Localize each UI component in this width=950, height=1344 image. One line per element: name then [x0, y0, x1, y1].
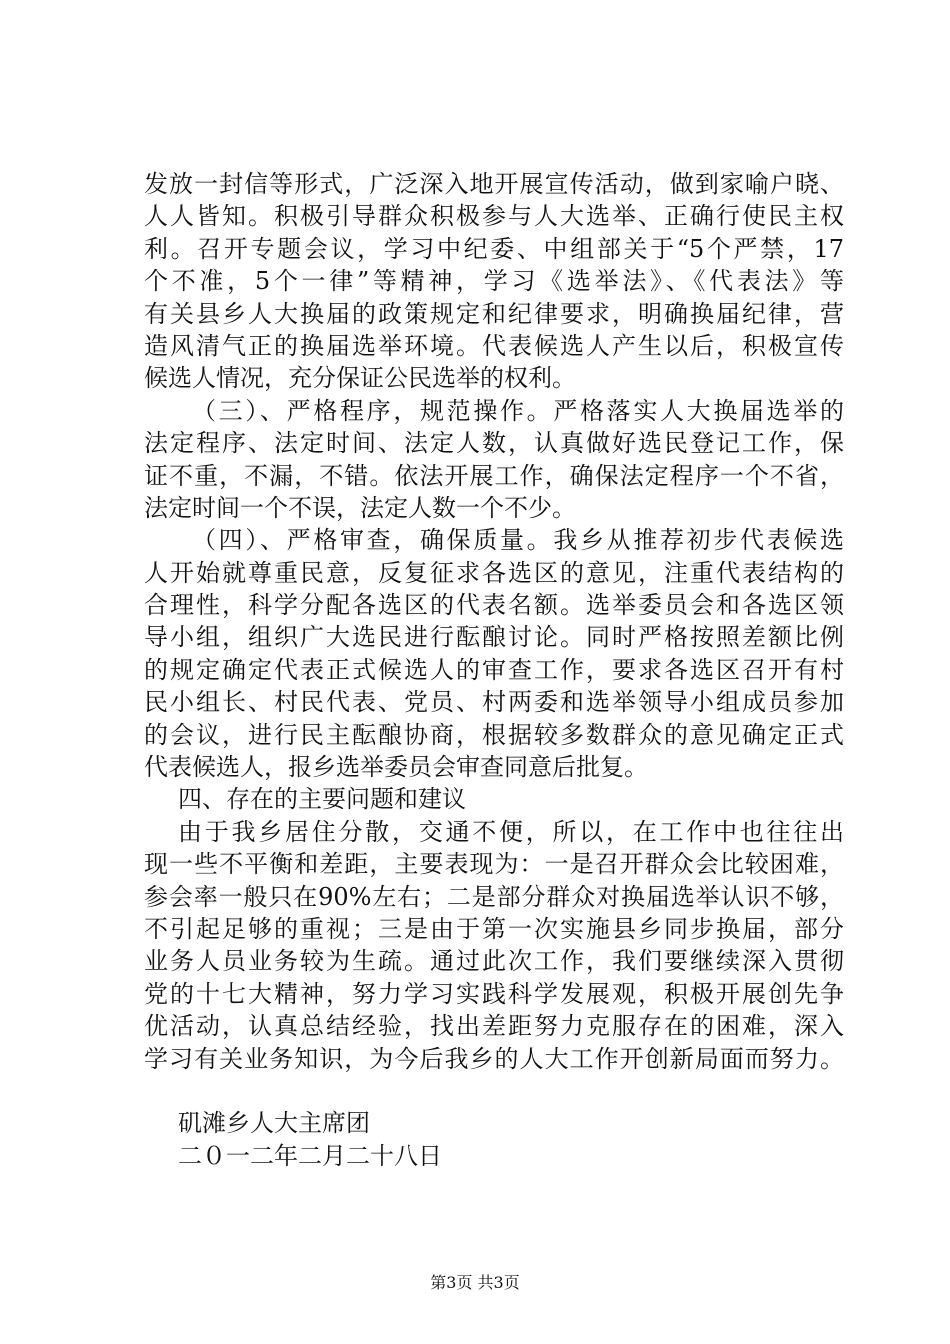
paragraph-strict-review [144, 524, 844, 783]
text-line: 的会议，进行民主酝酿协商，根据较多数群众的意见确定正式 [144, 720, 844, 749]
page-footer [0, 1273, 950, 1293]
text-line: 不引起足够的重视；三是由于第一次实施县乡同步换届，部分 [144, 914, 844, 943]
signature-organization: 矶滩乡人大主席团 [178, 1109, 370, 1138]
text-line: 造风清气正的换届选举环境。代表候选人产生以后，积极宣传 [144, 331, 844, 360]
text-line: 业务人员业务较为生疏。通过此次工作，我们要继续深入贯彻 [144, 947, 844, 976]
paragraph-strict-procedure [144, 395, 844, 525]
paragraph-propaganda [144, 168, 844, 395]
text-line: 学习有关业务知识，为今后我乡的人大工作开创新局面而努力。 [144, 1044, 844, 1073]
text-line: 导小组，组织广大选民进行酝酿讨论。同时严格按照差额比例 [144, 623, 844, 652]
signature-date: 二０一二年二月二十八日 [178, 1141, 442, 1170]
text-line: 优活动，认真总结经验，找出差距努力克服存在的困难，深入 [144, 1012, 844, 1041]
text-line: 的规定确定代表正式候选人的审查工作，要求各选区召开有村 [144, 655, 844, 684]
text-line: （三）、严格程序，规范操作。严格落实人大换届选举的 [192, 396, 844, 425]
spacer [144, 1075, 844, 1107]
text-line: 法定程序、法定时间、法定人数，认真做好选民登记工作，保 [144, 429, 844, 458]
text-line: 个不准，5个一律”等精神，学习《选举法》、《代表法》等 [144, 267, 844, 296]
text-line: 现一些不平衡和差距，主要表现为：一是召开群众会比较困难， [144, 850, 844, 879]
paragraph-problems-suggestions [144, 816, 844, 1075]
text-line: 发放一封信等形式，广泛深入地开展宣传活动，做到家喻户晓、 [144, 170, 844, 198]
text-line: 民小组长、村民代表、党员、村两委和选举领导小组成员参加 [144, 688, 844, 717]
text-line: 合理性，科学分配各选区的代表名额。选举委员会和各选区领 [144, 591, 844, 620]
text-line: 利。召开专题会议，学习中纪委、中组部关于“5个严禁，17 [144, 234, 844, 263]
section-heading [144, 783, 844, 815]
heading-text: 四、存在的主要问题和建议 [178, 785, 466, 814]
text-line: 证不重，不漏，不错。依法开展工作，确保法定程序一个不省， [144, 461, 844, 490]
text-line: 人人皆知。积极引导群众积极参与人大选举、正确行使民主权 [144, 202, 844, 231]
text-line: 由于我乡居住分散，交通不便，所以，在工作中也往往出 [178, 817, 844, 846]
text-line: （四）、严格审查，确保质量。我乡从推荐初步代表候选 [192, 526, 844, 555]
text-line: 候选人情况，充分保证公民选举的权利。 [144, 364, 576, 393]
text-line: 党的十七大精神，努力学习实践科学发展观，积极开展创先争 [144, 979, 844, 1008]
signature-block [144, 1107, 844, 1172]
text-line: 参会率一般只在90%左右；二是部分群众对换届选举认识不够， [144, 882, 844, 911]
page-number: 第3页 共3页 [430, 1273, 520, 1292]
document-body [144, 168, 844, 1172]
text-line: 有关县乡人大换届的政策规定和纪律要求，明确换届纪律，营 [144, 299, 844, 328]
text-line: 人开始就尊重民意，反复征求各选区的意见，注重代表结构的 [144, 558, 844, 587]
text-line: 法定时间一个不误，法定人数一个不少。 [144, 493, 576, 522]
text-line: 代表候选人，报乡选举委员会审查同意后批复。 [144, 753, 648, 782]
